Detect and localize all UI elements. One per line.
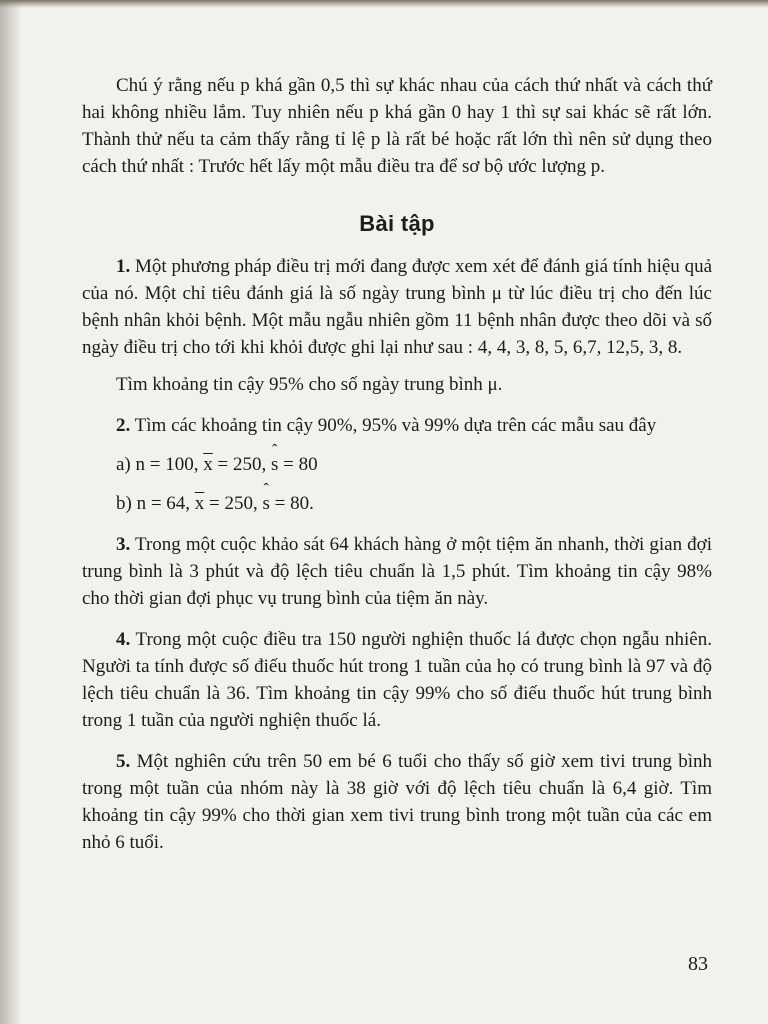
- exercise-3-body: Trong một cuộc khảo sát 64 khách hàng ở một tiệm ăn nhanh, thời gian đợi trung bình là 3 phút và độ lệch tiêu chuẩn là 1,5 phút. Tìm khoảng tin cậy 98% cho thời gian đợi phục vụ trung bình của tiệm ăn này.: [82, 534, 712, 609]
- exercise-5-text: [82, 748, 712, 856]
- part-b-s-hat: ˆ s: [263, 490, 270, 517]
- exercise-2-body: Tìm các khoảng tin cậy 90%, 95% và 99% dựa trên các mẫu sau đây: [134, 415, 657, 436]
- binding-shadow: [0, 0, 22, 1024]
- exercise-1-text: [82, 253, 712, 361]
- exercise-1-question: Tìm khoảng tin cậy 95% cho số ngày trung bình μ.: [116, 374, 503, 395]
- page-top-edge: [0, 0, 768, 8]
- exercise-2-part-a: [82, 451, 712, 478]
- exercise-1: [82, 253, 712, 398]
- part-a-prefix: a) n = 100,: [116, 454, 199, 475]
- exercise-3-text: [82, 531, 712, 612]
- intro-paragraph: Chú ý rằng nếu p khá gần 0,5 thì sự khác nhau của cách thứ nhất và cách thứ hai không nhiều lắm. Tuy nhiên nếu p khá gần 0 hay 1 thì sự sai khác sẽ rất lớn. Thành thử nếu ta cảm thấy rằng tỉ lệ p là rất bé hoặc rất lớn thì nên sử dụng theo cách thứ nhất : Trước hết lấy một mẫu điều tra để sơ bộ ước lượng p.: [82, 75, 712, 177]
- exercise-5-body: Một nghiên cứu trên 50 em bé 6 tuổi cho thấy số giờ xem tivi trung bình trong một tuần của nhóm này là 38 giờ với độ lệch tiêu chuẩn là 6,4 giờ. Tìm khoảng tin cậy 99% cho thời gian xem tivi trung bình trong một tuần của các em nhỏ 6 tuổi.: [82, 751, 713, 853]
- exercise-5: [82, 748, 712, 856]
- exercise-2-part-b: [82, 490, 712, 517]
- exercise-5-number: 5.: [116, 751, 131, 772]
- part-b-x-value: = 250,: [209, 493, 258, 514]
- page-content: [82, 72, 712, 870]
- section-title: Bài tập: [359, 211, 435, 236]
- exercise-2-number: 2.: [116, 415, 131, 436]
- exercise-4: [82, 626, 712, 734]
- part-b-prefix: b) n = 64,: [116, 493, 191, 514]
- part-b-s-value: = 80.: [274, 493, 314, 514]
- part-a-x-value: = 250,: [217, 454, 267, 475]
- part-b-x-mean: $\overline{x}$: [194, 493, 205, 514]
- exercise-3: [82, 531, 712, 612]
- exercise-4-body: Trong một cuộc điều tra 150 người nghiện thuốc lá được chọn ngẫu nhiên. Người ta tính được số điếu thuốc hút trong 1 tuần của họ có trung bình là 97 và độ lệch tiêu chuẩn là 36. Tìm khoảng tin cậy 99% cho số điếu thuốc hút trung bình trong 1 tuần của người nghiện thuốc lá.: [82, 629, 712, 731]
- exercise-2: [82, 412, 712, 517]
- part-a-s-hat: ˆ s: [271, 451, 278, 478]
- exercise-2-text: [82, 412, 712, 439]
- exercise-4-text: [82, 626, 712, 734]
- exercise-1-number: 1.: [116, 256, 131, 277]
- part-a-s-value: = 80: [283, 454, 318, 475]
- page-number: 83: [688, 953, 708, 975]
- exercise-4-number: 4.: [116, 629, 131, 650]
- exercise-1-body: Một phương pháp điều trị mới đang được xem xét để đánh giá tính hiệu quả của nó. Một chỉ tiêu đánh giá là số ngày trung bình μ từ lúc điều trị cho đến lúc bệnh nhân khỏi bệnh. Một mẫu ngẫu nhiên gồm 11 bệnh nhân được theo dõi và số ngày điều trị cho tới khi khỏi được ghi lại như sau : 4, 4, 3, 8, 5, 6,7, 12,5, 3, 8.: [82, 256, 712, 358]
- exercise-3-number: 3.: [116, 534, 131, 555]
- part-a-x-mean: $\overline{x}$: [203, 454, 213, 475]
